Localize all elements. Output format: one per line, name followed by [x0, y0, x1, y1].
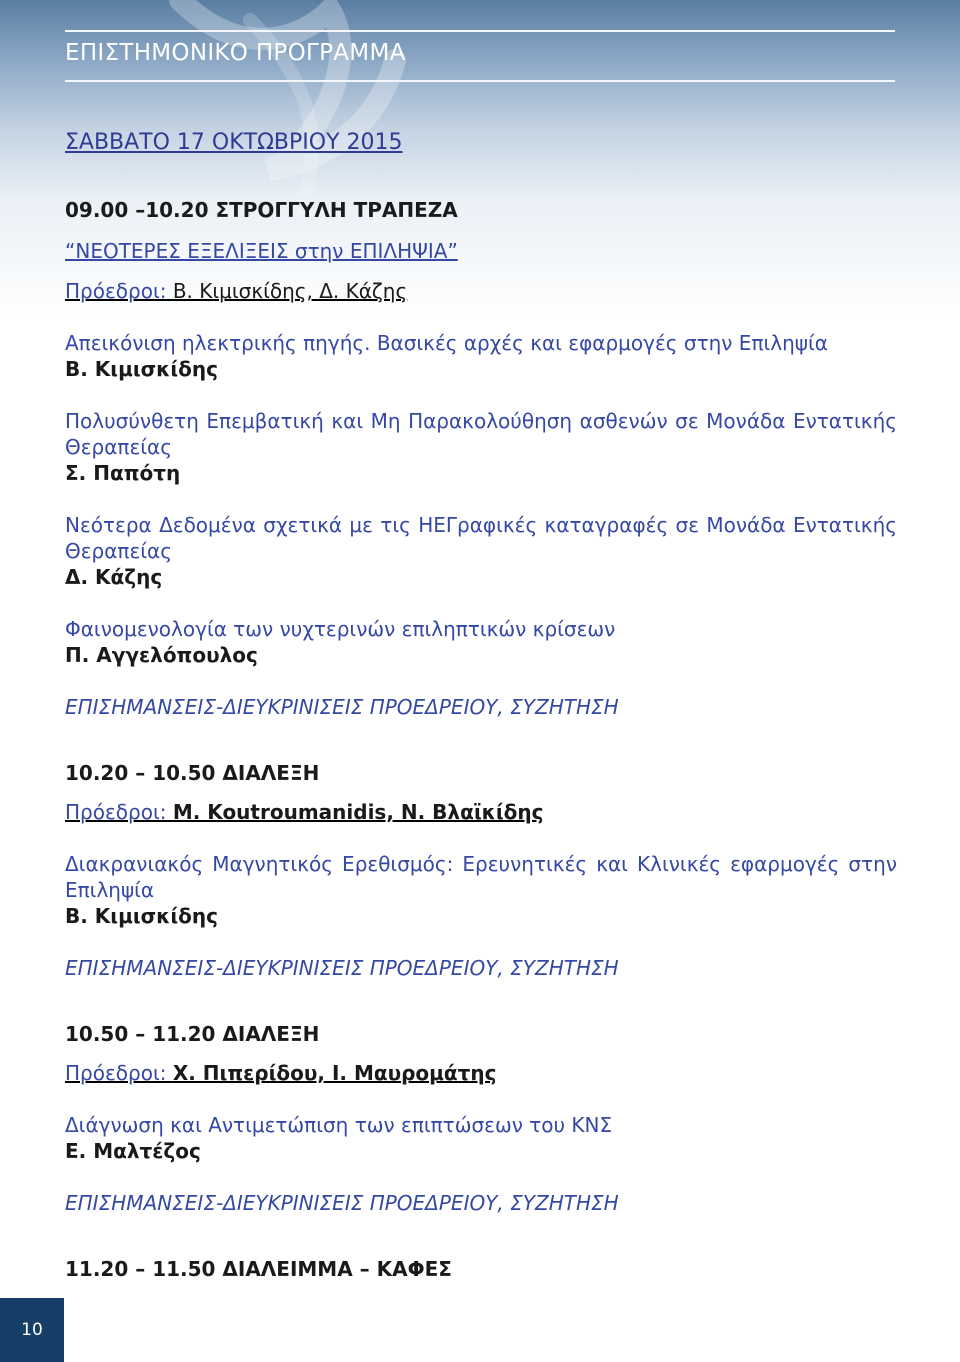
header-rule-top [65, 30, 895, 32]
page-number: 10 [0, 1298, 64, 1362]
talk-speaker: Σ. Παπότη [65, 461, 181, 485]
chairs-label: Πρόεδροι: [65, 279, 167, 303]
session-1-time-title: 09.00 –10.20 ΣΤΡΟΓΓΥΛΗ ΤΡΑΠΕΖΑ [65, 198, 458, 222]
session-1-chairs [65, 278, 407, 304]
chairs-names: M. Koutroumanidis, Ν. Βλαϊκίδης [172, 800, 544, 824]
session-2-chairs [65, 799, 543, 825]
talk-title: Νεότερα Δεδομένα σχετικά με τις ΗΕΓραφικές καταγραφές σε Μονάδα Εντατικής Θεραπείας [65, 513, 897, 563]
talk-title: Πολυσύνθετη Επεμβατική και Μη Παρακολούθηση ασθενών σε Μονάδα Εντατικής Θεραπείας [65, 409, 897, 459]
discussion-note: ΕΠΙΣΗΜΑΝΣΕΙΣ-ΔΙΕΥΚΡΙΝΙΣΕΙΣ ΠΡΟΕΔΡΕΙΟΥ, ΣΥΖΗΤΗΣΗ [65, 1191, 619, 1215]
talk-title: Φαινομενολογία των νυχτερινών επιληπτικών κρίσεων [65, 617, 616, 641]
talk-speaker: Β. Κιμισκίδης [65, 904, 219, 928]
coffee-break: 11.20 – 11.50 ΔΙΑΛΕΙΜΜΑ – ΚΑΦΕΣ [65, 1257, 452, 1281]
talk-title: Απεικόνιση ηλεκτρικής πηγής. Βασικές αρχές και εφαρμογές στην Επιληψία [65, 331, 828, 355]
discussion-note: ΕΠΙΣΗΜΑΝΣΕΙΣ-ΔΙΕΥΚΡΙΝΙΣΕΙΣ ΠΡΟΕΔΡΕΙΟΥ, ΣΥΖΗΤΗΣΗ [65, 956, 619, 980]
session-3-time-title: 10.50 – 11.20 ΔΙΑΛΕΞΗ [65, 1022, 320, 1046]
chairs-names: Χ. Πιπερίδου, Ι. Μαυρομάτης [172, 1061, 497, 1085]
session-3-chairs [65, 1060, 496, 1086]
talk-title: Διάγνωση και Αντιμετώπιση των επιπτώσεων του ΚΝΣ [65, 1113, 613, 1137]
chairs-label: Πρόεδροι: [65, 800, 167, 824]
chairs-names: Β. Κιμισκίδης, Δ. Κάζης [172, 279, 408, 303]
header-rule-bottom [65, 80, 895, 82]
talk-speaker: Δ. Κάζης [65, 565, 163, 589]
talk-speaker: Π. Αγγελόπουλος [65, 643, 258, 667]
session-1-topic: “ΝΕΟΤΕΡΕΣ ΕΞΕΛΙΞΕΙΣ στην ΕΠΙΛΗΨΙΑ” [65, 239, 458, 263]
session-2-time-title: 10.20 – 10.50 ΔΙΑΛΕΞΗ [65, 761, 320, 785]
page-title: ΕΠΙΣΤΗΜΟΝΙΚΟ ΠΡΟΓΡΑΜΜΑ [65, 40, 406, 66]
talk-speaker: Ε. Μαλτέζος [65, 1139, 201, 1163]
chairs-label: Πρόεδροι: [65, 1061, 167, 1085]
talk-title: Διακρανιακός Μαγνητικός Ερεθισμός: Ερευνητικές και Κλινικές εφαρμογές στην Επιληψία [65, 852, 897, 902]
discussion-note: ΕΠΙΣΗΜΑΝΣΕΙΣ-ΔΙΕΥΚΡΙΝΙΣΕΙΣ ΠΡΟΕΔΡΕΙΟΥ, ΣΥΖΗΤΗΣΗ [65, 695, 619, 719]
day-heading: ΣΑΒΒΑΤΟ 17 ΟΚΤΩΒΡΙΟΥ 2015 [65, 130, 403, 155]
talk-speaker: Β. Κιμισκίδης [65, 357, 219, 381]
